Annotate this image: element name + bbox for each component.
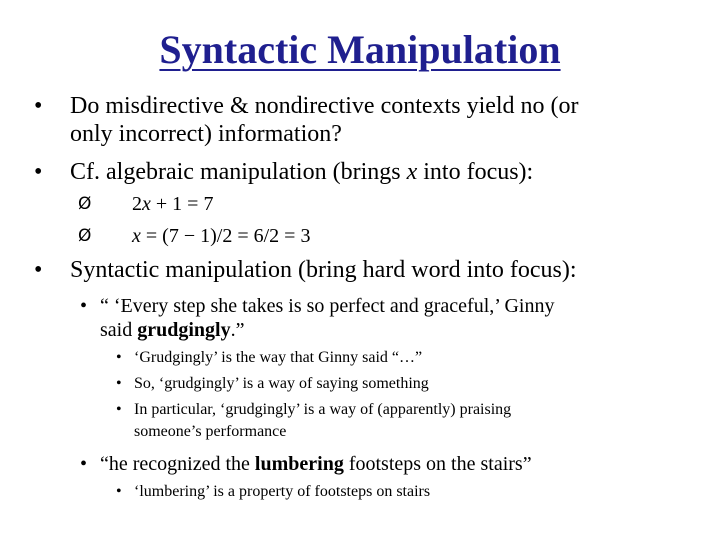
eq-rest: = (7 − 1)/2 = 6/2 = 3 xyxy=(140,225,311,247)
sub-sub-bullet-1 xyxy=(0,348,720,368)
text-pre: “he recognized the xyxy=(100,453,255,475)
eq-rest: + 1 = 7 xyxy=(150,193,214,215)
equation-1 xyxy=(0,192,720,218)
bullet-misdirective xyxy=(0,92,720,152)
sub-sub-bullet-4 xyxy=(0,482,720,502)
bold-word: lumbering xyxy=(254,453,344,475)
bullet-symbol: • xyxy=(80,295,88,317)
bullet-text xyxy=(70,158,533,186)
slide-title: Syntactic Manipulation xyxy=(159,27,561,72)
quote-line2 xyxy=(100,318,244,342)
sub-sub-bullet-3 xyxy=(0,400,720,442)
equation-text xyxy=(132,224,310,248)
bullet-text-line1: Do misdirective & nondirective contexts yield no (or xyxy=(70,93,579,119)
arrow-bullet-icon: Ø xyxy=(78,226,92,246)
bullet-text-line2: only incorrect) information? xyxy=(70,121,342,147)
text-after: into focus): xyxy=(417,159,534,185)
quote-bold-word: grudgingly xyxy=(137,319,231,341)
equation-2 xyxy=(0,224,720,250)
bullet-text-line2: someone’s performance xyxy=(134,423,287,440)
bullet-text: ‘Grudgingly’ is the way that Ginny said “…” xyxy=(134,349,423,366)
bullet-text xyxy=(100,452,532,476)
bullet-symbol: • xyxy=(34,257,43,283)
bullet-symbol: • xyxy=(34,159,43,185)
bullet-symbol: • xyxy=(116,401,122,418)
bullet-symbol: • xyxy=(116,375,122,392)
bullet-text: Syntactic manipulation (bring hard word into focus): xyxy=(70,257,577,283)
quote-post: .” xyxy=(230,319,245,341)
sub-bullet-quote xyxy=(0,294,720,344)
arrow-bullet-icon: Ø xyxy=(78,194,92,214)
bullet-text: ‘lumbering’ is a property of footsteps on stairs xyxy=(134,483,431,500)
quote-line1: “ ‘Every step she takes is so perfect and graceful,’ Ginny xyxy=(100,295,555,317)
bullet-syntactic xyxy=(0,256,720,286)
bullet-symbol: • xyxy=(80,453,88,475)
bullet-text: So, ‘grudgingly’ is a way of saying something xyxy=(134,375,429,392)
equation-text xyxy=(132,192,213,216)
bullet-symbol: • xyxy=(34,93,43,119)
sub-bullet-lumbering xyxy=(0,452,720,478)
variable-x: x xyxy=(406,159,418,185)
sub-sub-bullet-2 xyxy=(0,374,720,394)
quote-pre: said xyxy=(100,319,138,341)
eq-var: x xyxy=(132,225,141,247)
bullet-text-line1: In particular, ‘grudgingly’ is a way of (apparently) praising xyxy=(134,401,512,418)
text-before: Cf. algebraic manipulation (brings xyxy=(70,159,407,185)
bullet-symbol: • xyxy=(116,349,122,366)
text-post: footsteps on the stairs” xyxy=(343,453,532,475)
bullet-symbol: • xyxy=(116,483,122,500)
eq-coef: 2 xyxy=(132,193,142,215)
eq-var: x xyxy=(142,193,151,215)
bullet-algebraic xyxy=(0,158,720,188)
